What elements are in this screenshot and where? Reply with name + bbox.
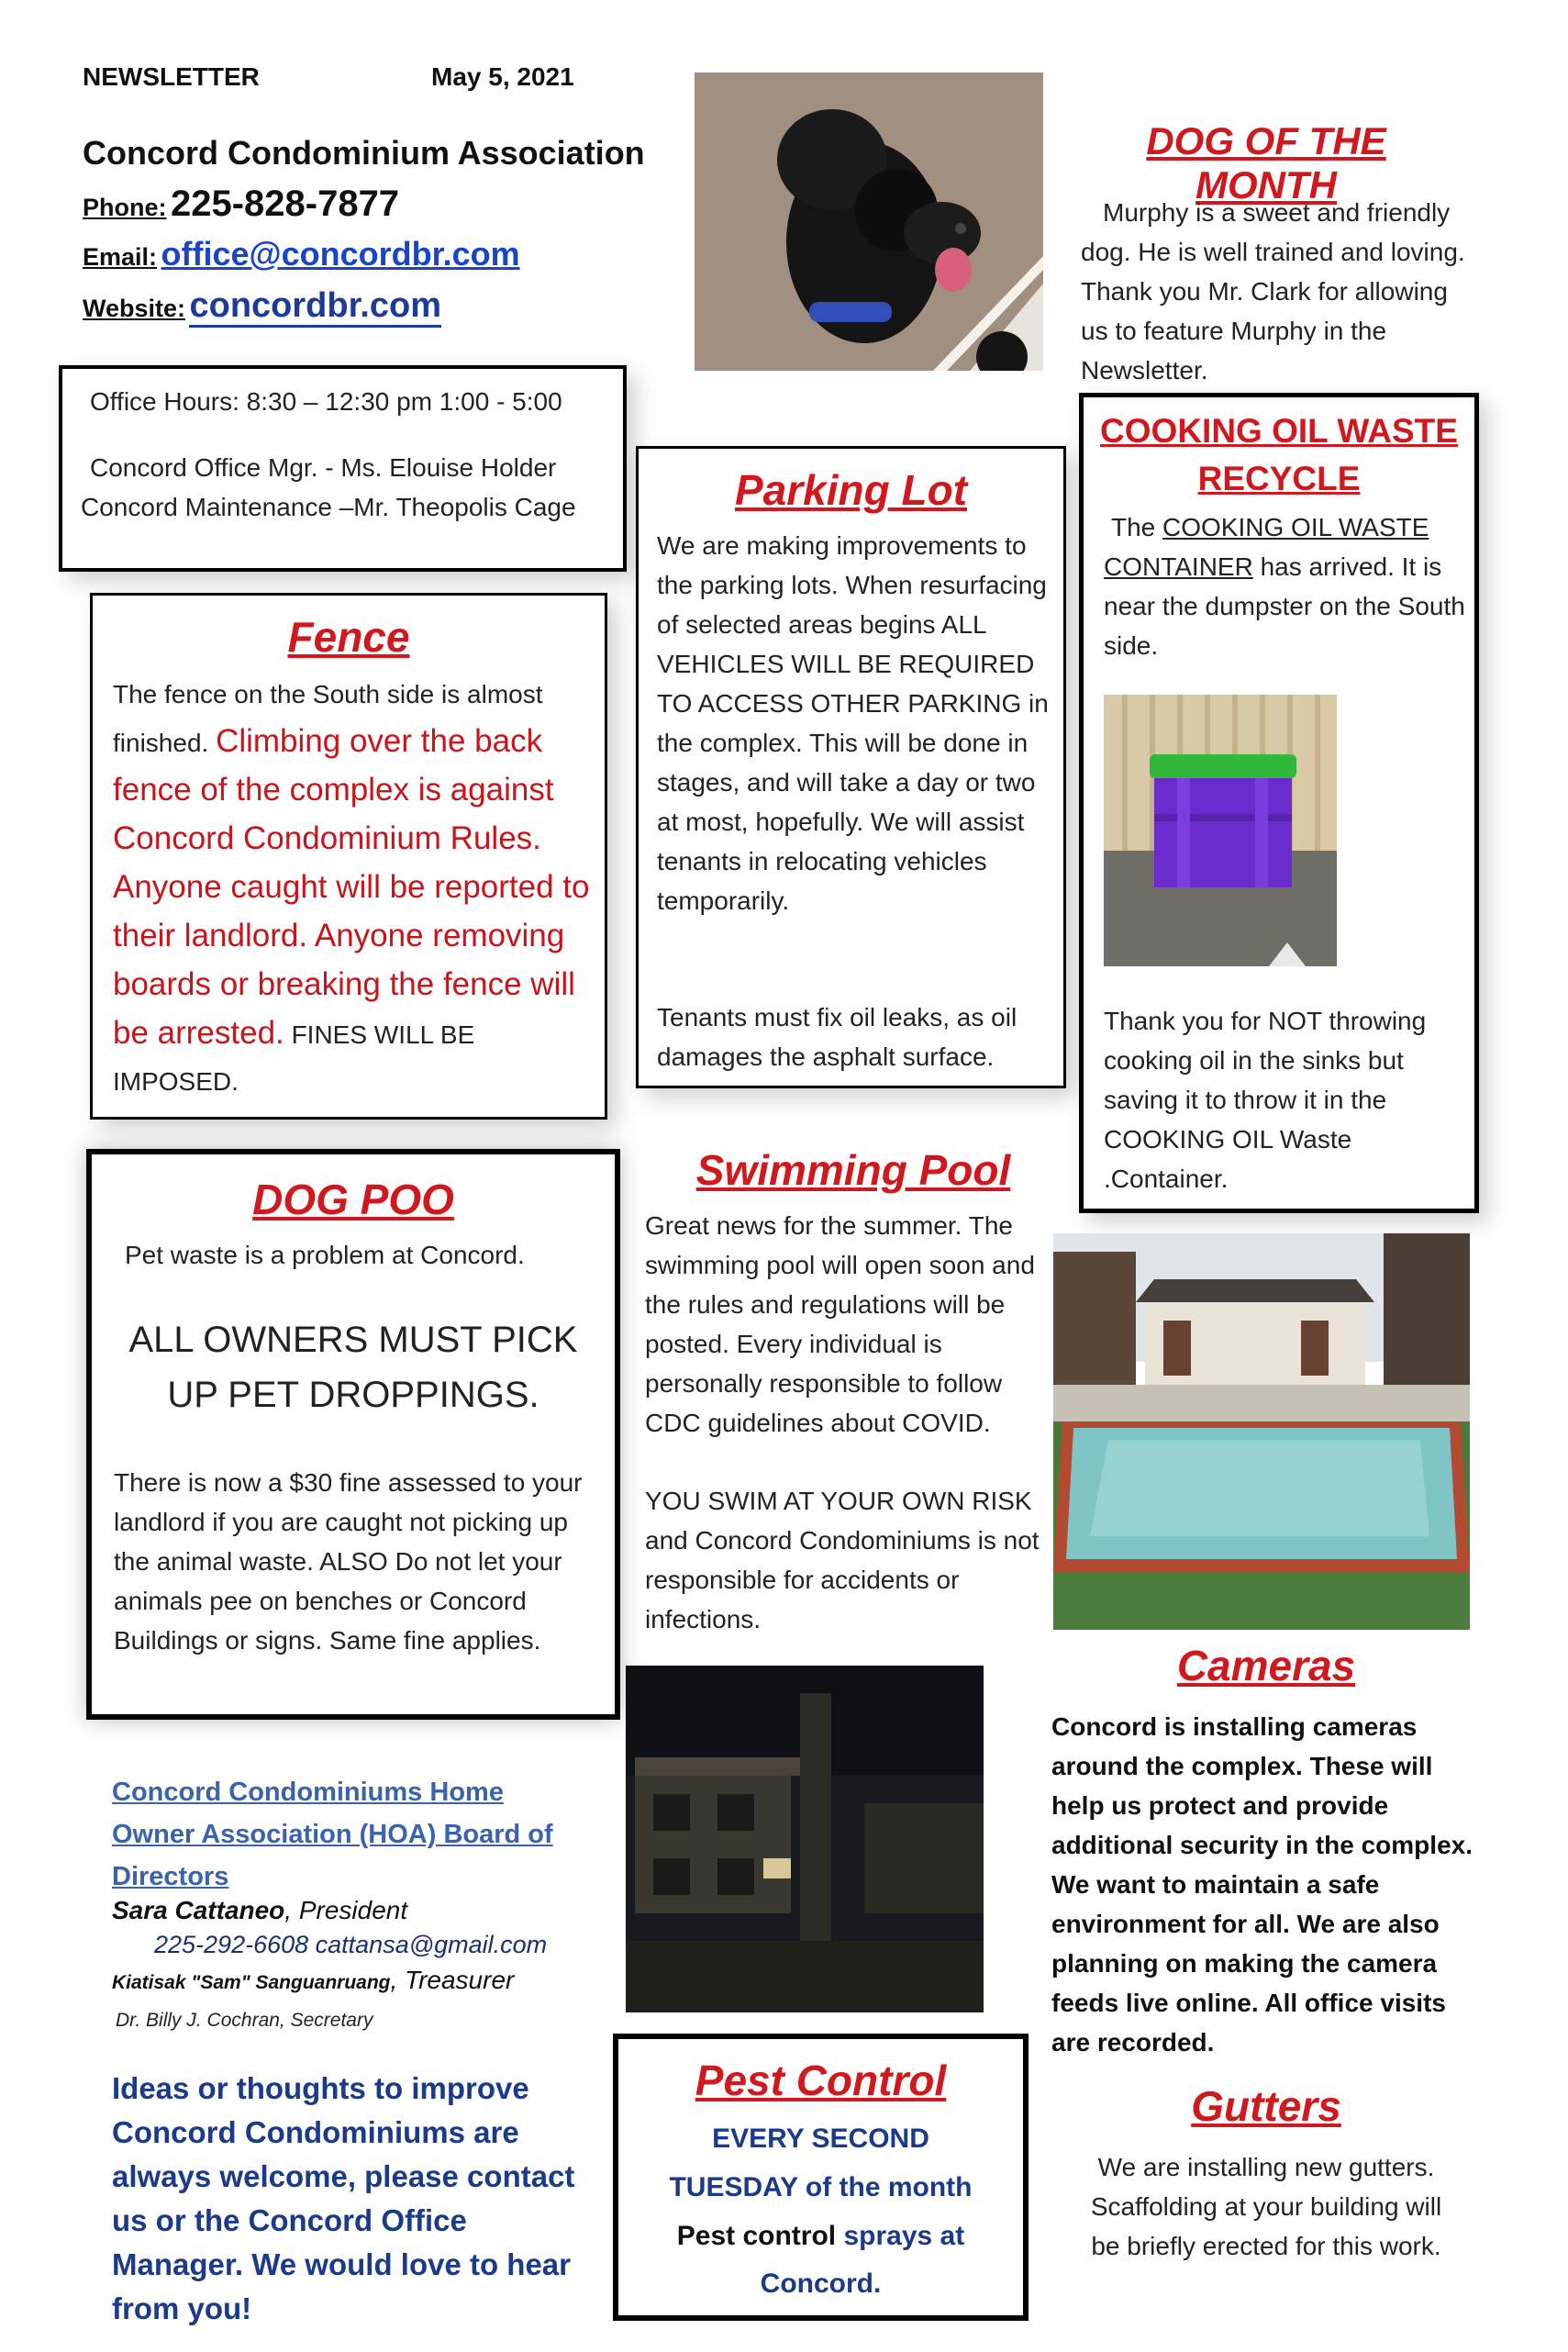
fence-fines: FINES WILL BE IMPOSED. (113, 1020, 475, 1096)
newsletter-label: NEWSLETTER (83, 62, 260, 91)
fence-title: Fence (287, 613, 410, 661)
oil-title-2: RECYCLE (1197, 460, 1361, 497)
pest-line4: Concord. (760, 2268, 882, 2299)
website-label: Website: (83, 295, 186, 322)
fence-box (90, 593, 607, 1120)
oil-thanks: Thank you for NOT throwing cooking oil in the sinks but saving it to throw it in the COOKING OIL Waste .Container. (1104, 1007, 1427, 1193)
phone-line (83, 184, 399, 225)
hoa-treasurer (112, 1966, 514, 1995)
dog-month-title: DOG OF THE MONTH (1146, 119, 1386, 206)
fence-warning: Climbing over the back fence of the complex is against Concord Condominium Rules. Anyone caught will be reported to their landlord. Anyone removing boards or breaking the fence will be arrested. (113, 723, 590, 1051)
dog-poo-headline: ALL OWNERS MUST PICK UP PET DROPPINGS. (128, 1320, 578, 1415)
office-manager: Concord Office Mgr. - Ms. Elouise Holder (90, 453, 557, 482)
phone-label: Phone: (83, 194, 167, 221)
email-line (83, 235, 520, 273)
pool-title: Swimming Pool (695, 1146, 1011, 1194)
dog-month-body: Murphy is a sweet and friendly dog. He is well trained and loving. Thank you Mr. Clark for allowing us to feature Murphy in the Newsletter. (1081, 198, 1465, 385)
oil-intro-b: has arrived. It is near the dumpster on the South side. (1104, 552, 1465, 660)
hoa-board-heading[interactable]: Concord Condominiums Home Owner Association (HOA) Board of Directors (112, 1778, 553, 1891)
pest-line3-a: Pest control (676, 2221, 837, 2251)
pool-photo (1053, 1233, 1470, 1630)
parking-box (636, 446, 1066, 1088)
pest-line2: TUESDAY of the month (669, 2172, 973, 2202)
president-role: , President (284, 1896, 408, 1924)
pool-risk: YOU SWIM AT YOUR OWN RISK and Concord Condominiums is not responsible for accidents or infections. (645, 1487, 1040, 1633)
website-link[interactable]: concordbr.com (189, 286, 441, 328)
parking-title: Parking Lot (734, 466, 968, 514)
gutters-body: We are installing new gutters. Scaffolding at your building will be briefly erected for this work. (1090, 2153, 1442, 2260)
night-photo (626, 1666, 984, 2012)
parking-body: We are making improvements to the parking lots. When resurfacing of selected areas begins ALL VEHICLES WILL BE REQUIRED TO ACCESS OTHER PARKING in the complex. This will be done in stages, and will take a day or two at most, hopefully. We will assist tenants in relocating vehicles temporarily. (657, 531, 1049, 915)
office-hours: Office Hours: 8:30 – 12:30 pm 1:00 - 5:00 (90, 387, 562, 416)
oil-title-1: COOKING OIL WASTE (1100, 412, 1458, 450)
pest-control-box (613, 2034, 1029, 2321)
cameras-body: Concord is installing cameras around the complex. These will help us protect and provide additional security in the complex. We want to maintain a safe environment for all. We are also planning on making the camera feeds live online. All office visits are recorded. (1051, 1712, 1473, 2057)
hoa-president (112, 1896, 407, 1925)
email-link[interactable]: office@concordbr.com (161, 235, 520, 273)
hoa-secretary: Dr. Billy J. Cochran, Secretary (116, 2010, 373, 2031)
email-label: Email: (83, 243, 158, 271)
cooking-oil-box (1079, 393, 1479, 1213)
newsletter-date: May 5, 2021 (431, 62, 574, 91)
ideas-text: Ideas or thoughts to improve Concord Condominiums are always welcome, please contact us or the Concord Office Manager. We would love to hear from you! (112, 2071, 575, 2325)
dog-poo-intro: Pet waste is a problem at Concord. (125, 1241, 525, 1269)
oil-intro-a: The (1111, 513, 1156, 541)
president-name: Sara Cattaneo (112, 1896, 285, 1924)
oil-intro-underlined: COOKING OIL WASTE CONTAINER (1104, 513, 1429, 581)
office-maintenance: Concord Maintenance –Mr. Theopolis Cage (81, 493, 576, 521)
dog-poo-body: There is now a $30 fine assessed to your landlord if you are caught not picking up the animal waste. ALSO Do not let your animals pee on benches or Concord Buildings or signs. Same fine applies. (114, 1468, 583, 1655)
oil-container-photo (1104, 695, 1337, 966)
dog-photo (695, 72, 1043, 371)
phone-number: 225-828-7877 (170, 184, 400, 224)
pest-line3 (618, 2221, 1023, 2252)
fence-body (113, 671, 590, 1105)
pest-line1: EVERY SECOND (712, 2123, 929, 2154)
parking-note: Tenants must fix oil leaks, as oil damages the asphalt surface. (657, 1003, 1018, 1071)
dog-poo-box (86, 1149, 620, 1720)
pool-body: Great news for the summer. The swimming pool will open soon and the rules and regulations will be posted. Every individual is personally responsible to follow CDC guidelines about COVID. (645, 1211, 1035, 1437)
gutters-title: Gutters (1191, 2082, 1341, 2130)
cameras-title: Cameras (1176, 1642, 1356, 1689)
website-line (83, 286, 441, 326)
fence-intro: The fence on the South side is almost finished. (113, 680, 543, 757)
treasurer-name: Kiatisak "Sam" Sanguanruang (112, 1972, 391, 1993)
pest-title: Pest Control (695, 2057, 947, 2104)
org-name: Concord Condominium Association (83, 134, 645, 172)
president-contact: 225-292-6608 cattansa@gmail.com (154, 1931, 548, 1958)
treasurer-role: , Treasurer (390, 1966, 515, 1994)
dog-poo-title: DOG POO (252, 1176, 454, 1223)
office-hours-box (59, 365, 627, 572)
pest-line3-b: sprays at (836, 2221, 965, 2251)
oil-intro (1104, 507, 1471, 665)
